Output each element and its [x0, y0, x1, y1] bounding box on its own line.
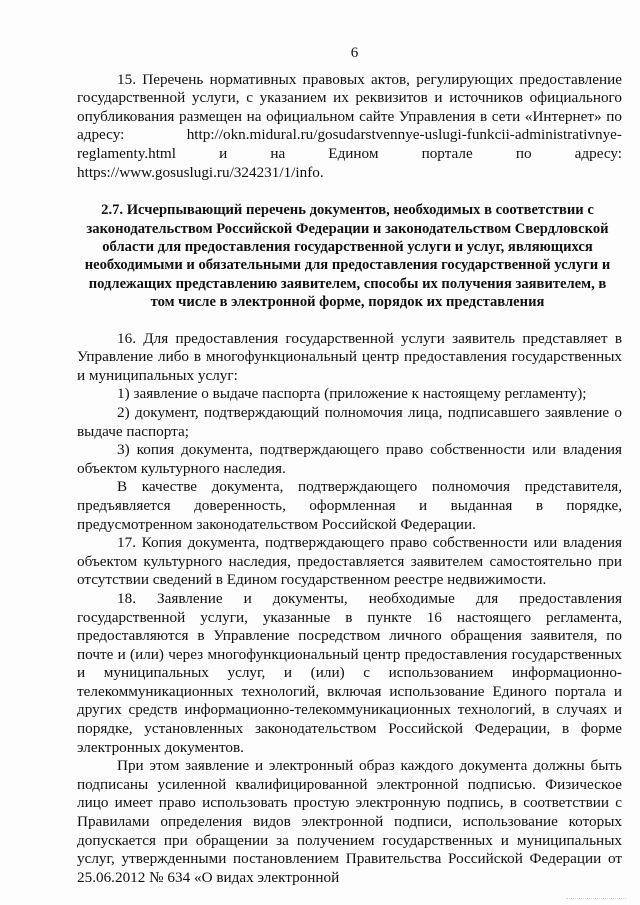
page-number: 6	[350, 45, 359, 61]
paragraph-15: 15. Перечень нормативных правовых актов, регулирующих предоставление государственной услуги, с указанием их реквизитов и источников официального опубликования размещен на официальном сайте Управления в сети «Интернет» по адресу: http://okn.midural.ru/gosudarstvennye-uslugi-funkcii-administrativnye-reglamenty.html и на Едином портале по адресу: https://www.gosuslugi.ru/324231/1/info.	[77, 70, 622, 181]
paragraph-17: 17. Копия документа, подтверждающего право собственности или владения объектом культурного наследия, предоставляется заявителем самостоятельно при отсутствии сведений в Едином государственном реестре недвижимости.	[77, 534, 622, 589]
paragraph-18: 18. Заявление и документы, необходимые для предоставления государственной услуги, указанные в пункте 16 настоящего регламента, предоставляются в Управление посредством личного обращения заявителя, по почте и (или) через многофункциональный центр предоставления государственных и муниципальных услуг, и (или) с использованием информационно-телекоммуникационных технологий, включая использование Единого портала и других средств информационно-телекоммуникационных технологий, в случаях и порядке, установленных законодательством Российской Федерации, в форме электронных документов.	[77, 589, 622, 756]
paragraph-representative: В качестве документа, подтверждающего полномочия представителя, предъявляется доверенность, оформленная и выданная в порядке, предусмотренном законодательством Российской Федерации.	[77, 478, 622, 533]
section-heading-2-7: 2.7. Исчерпывающий перечень документов, необходимых в соответствии с законодательством Российской Федерации и законодательством Свердловской области для предоставления государственной услуги и услуг, являющихся необходимыми и обязательными для предоставления государственной услуги и подлежащих представлению заявителем, способы их получения заявителем, в том числе в электронной форме, порядок их представления	[84, 202, 611, 311]
paragraph-16: 16. Для предоставления государственной услуги заявитель представляет в Управление либо в многофункциональный центр предоставления государственных и муниципальных услуг:	[77, 329, 622, 384]
list-item-2: 2) документ, подтверждающий полномочия лица, подписавшего заявление о выдаче паспорта;	[77, 403, 622, 440]
paragraph-signature: При этом заявление и электронный образ каждого документа должны быть подписаны усиленной квалифицированной электронной подписью. Физическое лицо имеет право использовать простую электронную подпись, в соответствии с Правилами определения видов электронной подписи, использование которых допускается при обращении за получением государственных и муниципальных услуг, утвержденными постановлением Правительства Российской Федерации от 25.06.2012 № 634 «О видах электронной	[77, 757, 622, 886]
scan-artifact	[566, 894, 626, 899]
list-item-3: 3) копия документа, подтверждающего право собственности или владения объектом культурного наследия.	[77, 441, 622, 477]
list-item-1: 1) заявление о выдаче паспорта (приложение к настоящему регламенту);	[117, 385, 587, 403]
